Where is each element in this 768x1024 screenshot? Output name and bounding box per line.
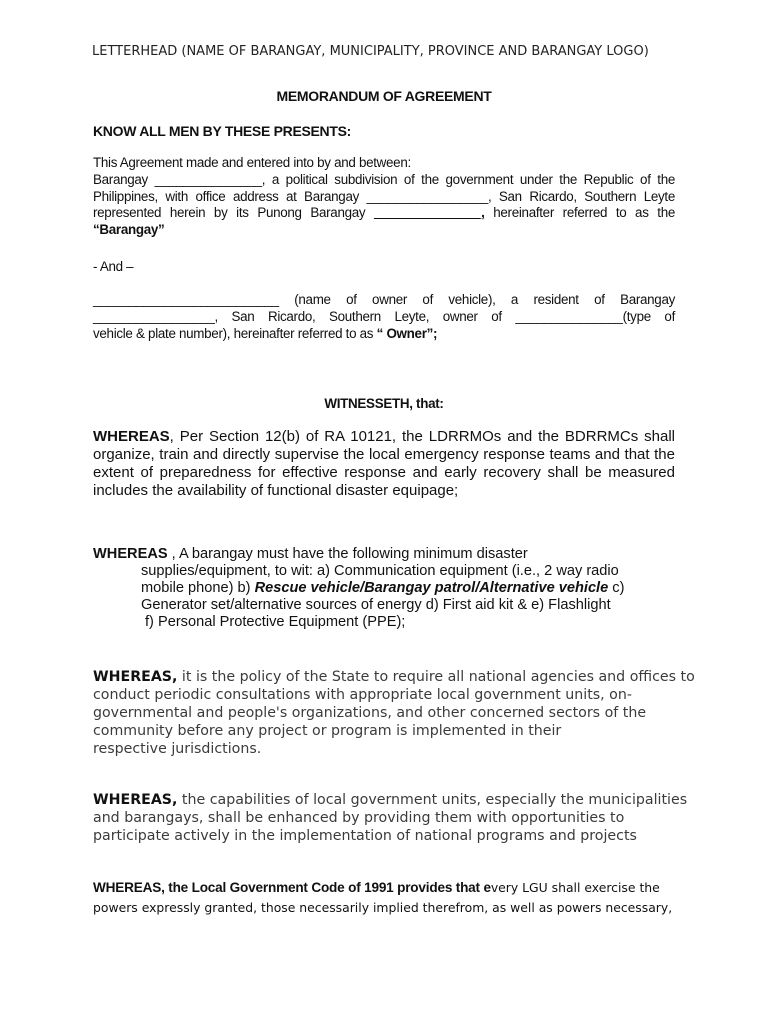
intro-line-4 [93, 205, 675, 222]
intro-line-4-start: represented herein by its Punong Barangay [93, 205, 374, 221]
punong-barangay-blank: _______________, [373, 205, 485, 221]
whereas-3-line-1-text: it is the policy of the State to require all national agencies and offices to [177, 669, 695, 685]
whereas-2-line-3 [93, 580, 624, 597]
whereas-2-line-1-text: , A barangay must have the following minimum disaster [167, 546, 528, 562]
whereas-clause-4 [93, 791, 687, 845]
owner-line-1 [93, 292, 675, 309]
whereas-5-lead: WHEREAS, the Local Government Code of 1991 provides that e [93, 880, 491, 895]
whereas-1-lead: WHEREAS [93, 428, 170, 445]
whereas-2-line-3-start: mobile phone) b) [141, 580, 255, 596]
whereas-clause-2 [93, 546, 624, 631]
letterhead: LETTERHEAD (NAME OF BARANGAY, MUNICIPALITY, PROVINCE AND BARANGAY LOGO) [92, 44, 649, 59]
document-title: MEMORANDUM OF AGREEMENT [276, 88, 492, 104]
whereas-3-line-1 [93, 668, 695, 686]
whereas-4-line-1-text: the capabilities of local government units, especially the municipalities [177, 792, 688, 808]
whereas-clause-3 [93, 668, 695, 758]
owner-line-1-text: (name of owner of vehicle), a resident of Barangay [278, 292, 675, 307]
intro-line-4-end: hereinafter referred to as the [484, 205, 675, 221]
whereas-5-line-2: powers expressly granted, those necessarily implied therefrom, as well as powers necessary, [93, 900, 673, 915]
witnesseth-heading: WITNESSETH, that: [324, 396, 444, 411]
owner-paragraph [93, 292, 675, 342]
owner-line-3 [93, 326, 675, 343]
whereas-5-line-1-text: very LGU shall exercise the [490, 880, 660, 895]
owner-line-2: _________________, San Ricardo, Southern Leyte, owner of _______________(type of [93, 308, 675, 324]
whereas-2-line-5: f) Personal Protective Equipment (PPE); [145, 614, 406, 630]
whereas-2-line-4: Generator set/alternative sources of energy d) First aid kit & e) Flashlight [141, 597, 611, 613]
whereas-2-line-3-end: c) [608, 580, 625, 596]
whereas-4-line-1 [93, 791, 687, 809]
whereas-clause-1 [93, 428, 675, 500]
whereas-3-line-5: respective jurisdictions. [93, 741, 262, 757]
barangay-defined-term: “Barangay” [93, 222, 165, 238]
whereas-3-lead: WHEREAS, [93, 669, 178, 685]
whereas-1-text: , Per Section 12(b) of RA 10121, the LDRRMOs and the BDRRMCs shall organize, train and directly supervise the local emergency response teams and that the extent of preparedness for effective response and early recovery shall be measured includes the availability of functional disaster equipage; [93, 428, 675, 499]
whereas-clause-5 [93, 878, 672, 918]
owner-line-3-text: vehicle & plate number), hereinafter referred to as [93, 325, 377, 341]
rescue-vehicle-emphasis: Rescue vehicle/Barangay patrol/Alternative vehicle [254, 580, 609, 596]
owner-name-blank: __________________________ [93, 292, 279, 307]
whereas-3-line-2: conduct periodic consultations with appropriate local government units, on- [93, 687, 632, 703]
whereas-2-line-1 [93, 546, 624, 563]
and-separator: - And – [93, 259, 134, 274]
whereas-4-lead: WHEREAS, [93, 792, 178, 808]
owner-defined-term: “ Owner”; [376, 325, 438, 341]
whereas-5-line-1 [93, 878, 672, 898]
intro-line-2: Barangay _______________, a political subdivision of the government under the Republic of the [93, 171, 675, 187]
whereas-2-lead: WHEREAS [93, 546, 168, 562]
intro-paragraph [93, 155, 675, 239]
know-all-heading: KNOW ALL MEN BY THESE PRESENTS: [93, 123, 352, 139]
whereas-3-line-4: community before any project or program is implemented in their [93, 723, 562, 739]
whereas-4-line-3: participate actively in the implementation of national programs and projects [93, 828, 637, 844]
whereas-4-line-2: and barangays, shall be enhanced by providing them with opportunities to [93, 810, 625, 826]
whereas-3-line-3: governmental and people's organizations, and other concerned sectors of the [93, 705, 647, 721]
intro-line-3: Philippines, with office address at Barangay _________________, San Ricardo, Southern Leyte [93, 188, 675, 204]
intro-line-1: This Agreement made and entered into by and between: [93, 155, 411, 170]
whereas-2-line-2: supplies/equipment, to wit: a) Communication equipment (i.e., 2 way radio [141, 563, 619, 579]
